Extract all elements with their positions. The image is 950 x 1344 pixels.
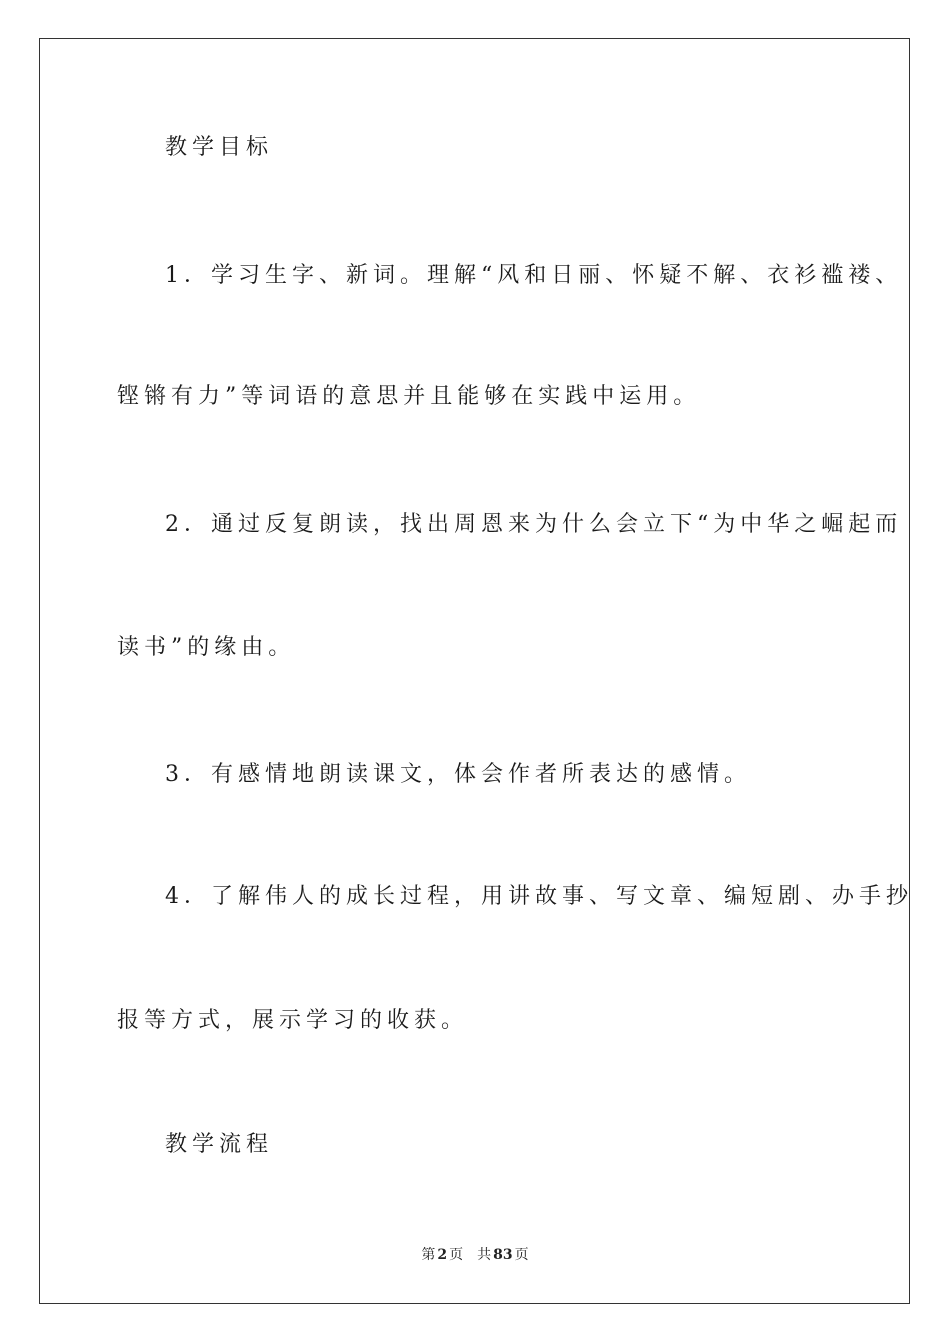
total-suffix: 页 bbox=[514, 1247, 529, 1263]
goal-4-line-2: 报等方式，展示学习的收获。 bbox=[117, 1008, 469, 1033]
total-prefix: 共 bbox=[477, 1247, 492, 1263]
page-suffix: 页 bbox=[449, 1247, 464, 1263]
heading-teaching-goals: 教学目标 bbox=[165, 135, 274, 160]
page-frame bbox=[39, 38, 910, 1304]
goal-4-line-1: 4．了解伟人的成长过程，用讲故事、写文章、编短剧、办手抄 bbox=[165, 884, 913, 909]
goal-2-line-2: 读书”的缘由。 bbox=[117, 635, 296, 660]
total-pages: 83 bbox=[493, 1247, 513, 1263]
goal-1-line-2: 铿锵有力”等词语的意思并且能够在实践中运用。 bbox=[117, 384, 701, 409]
heading-teaching-process: 教学流程 bbox=[165, 1132, 274, 1157]
page-number: 2 bbox=[437, 1247, 448, 1263]
page-footer bbox=[0, 1248, 950, 1262]
goal-3-line-1: 3．有感情地朗读课文，体会作者所表达的感情。 bbox=[165, 762, 751, 787]
goal-1-line-1: 1．学习生字、新词。理解“风和日丽、怀疑不解、衣衫褴褛、 bbox=[165, 263, 903, 288]
goal-2-line-1: 2．通过反复朗读，找出周恩来为什么会立下“为中华之崛起而 bbox=[165, 512, 903, 537]
page-prefix: 第 bbox=[421, 1247, 436, 1263]
